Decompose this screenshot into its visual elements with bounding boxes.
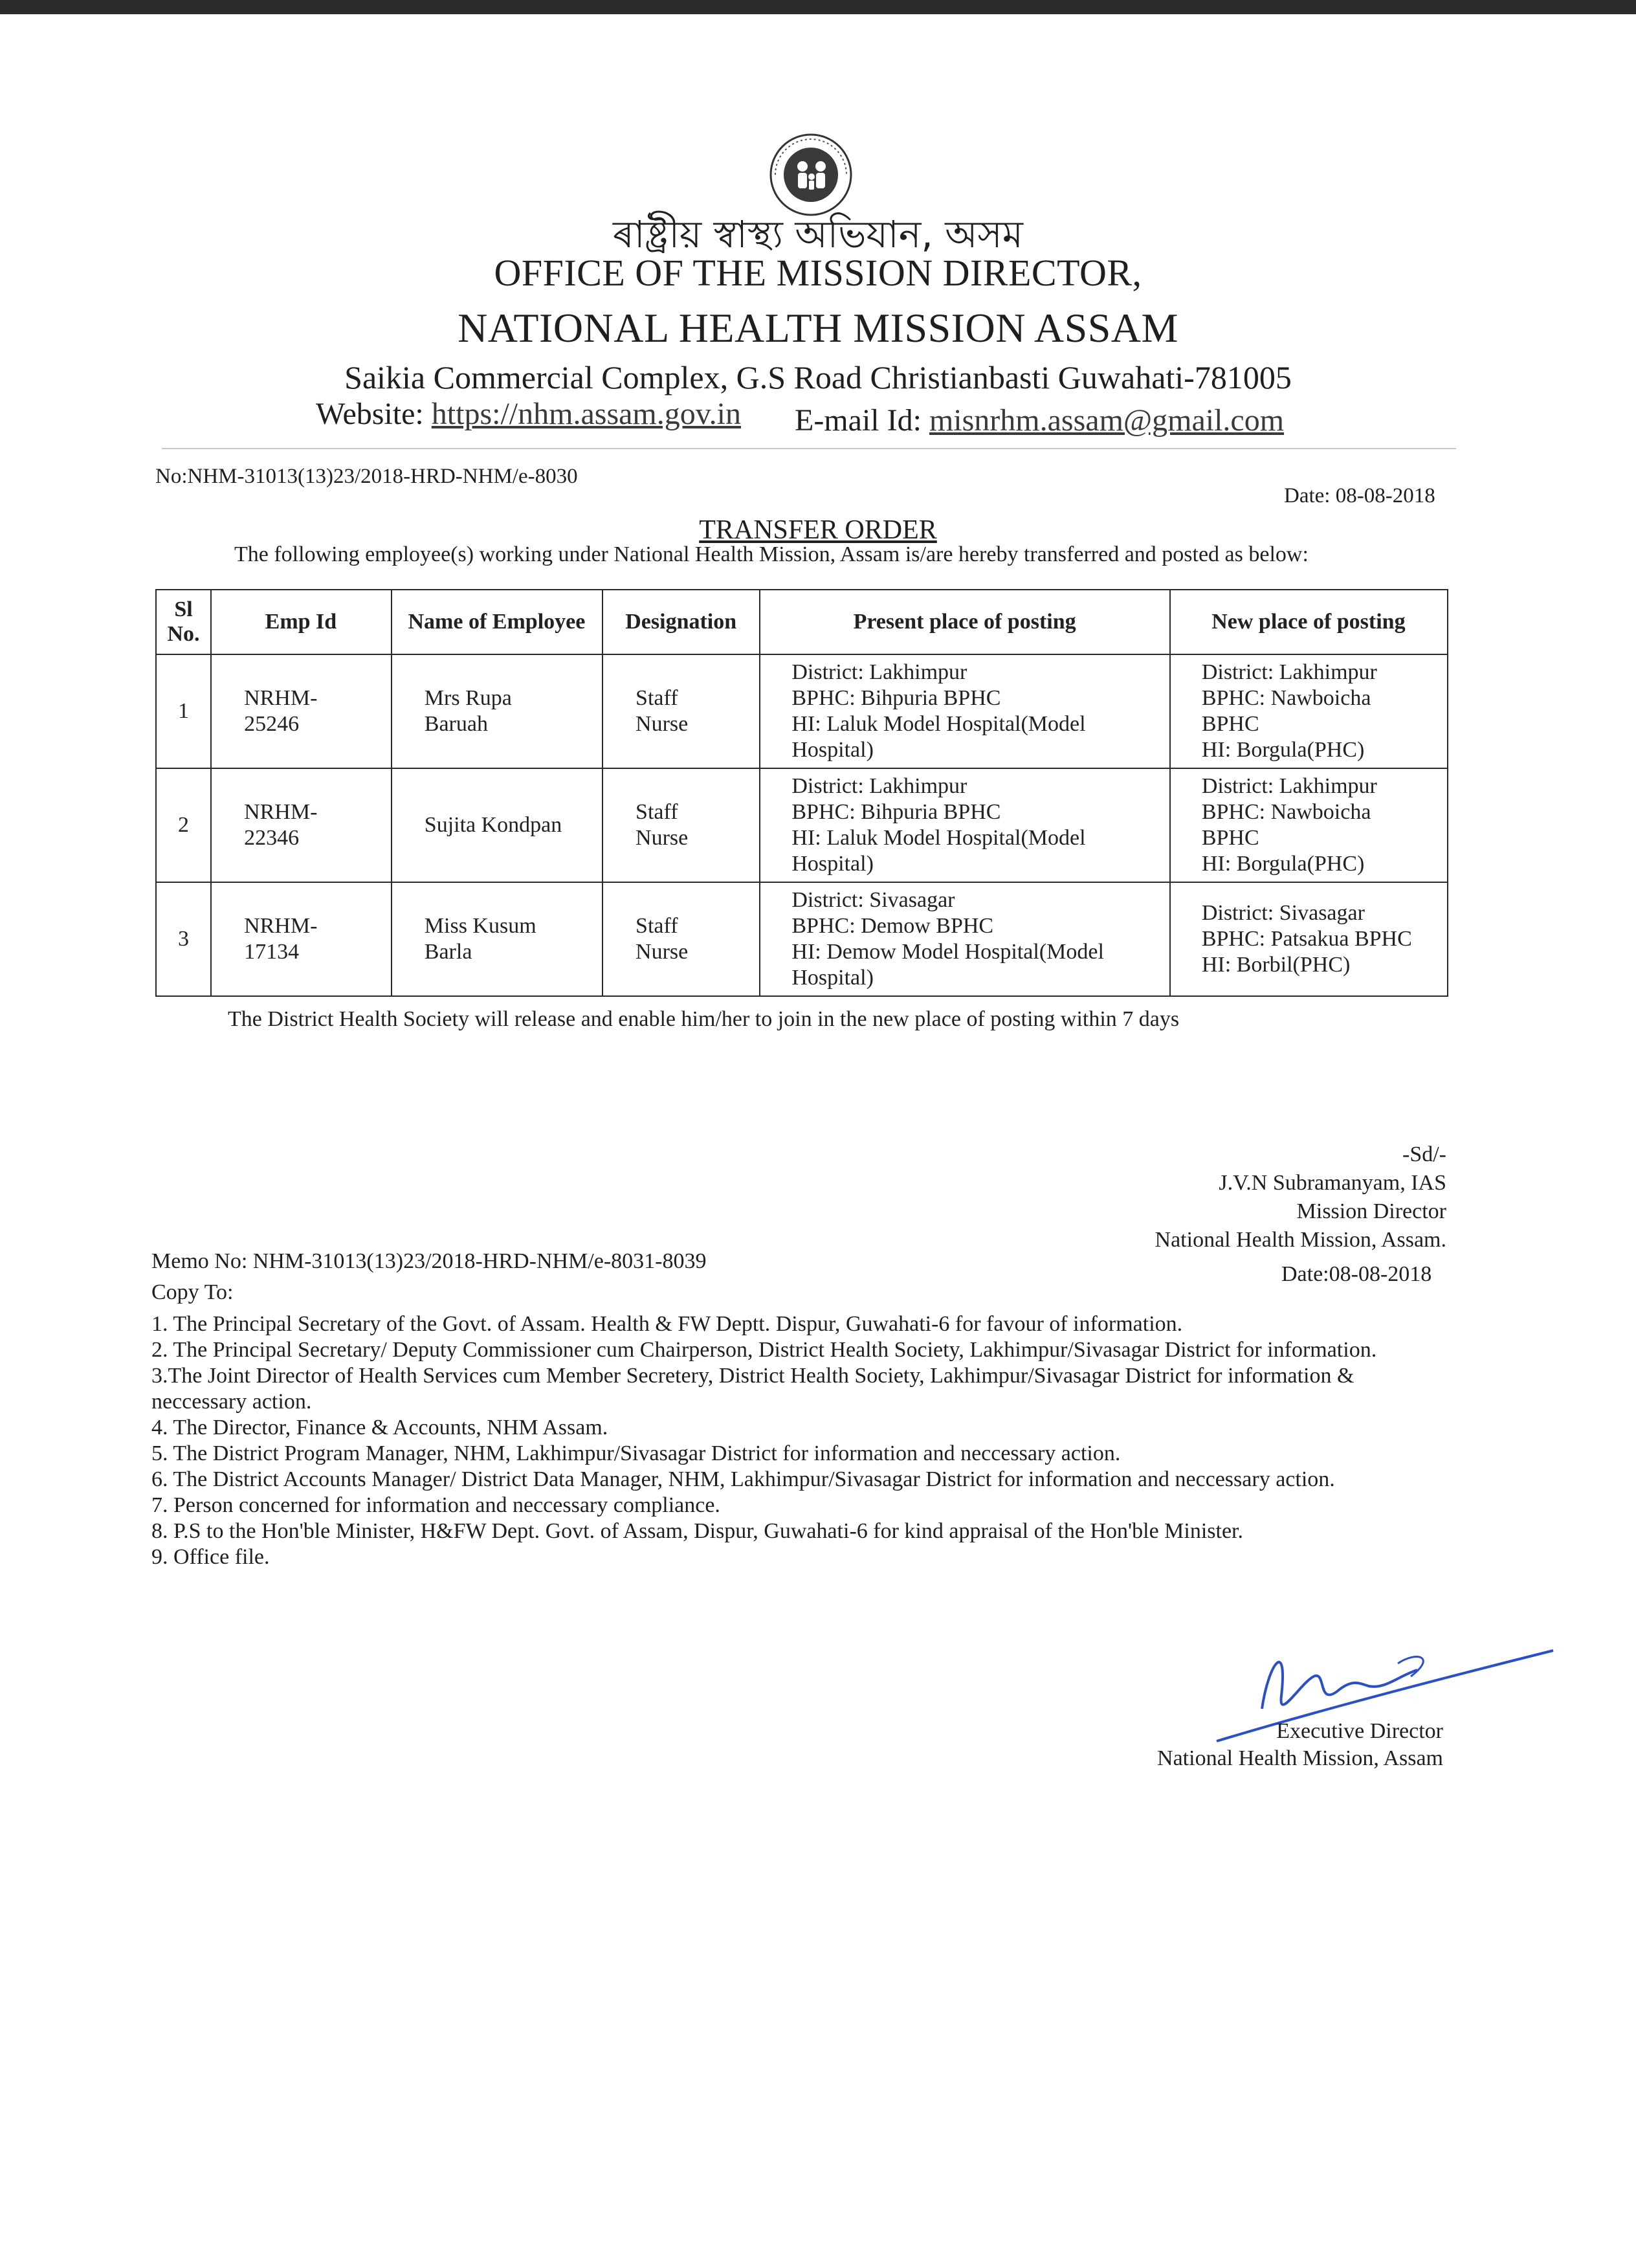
cell-sl: 3 [156, 882, 211, 996]
cell-emp-id-line: NRHM- [244, 914, 318, 938]
office-address: Saikia Commercial Complex, G.S Road Christianbasti Guwahati-781005 [344, 359, 1292, 395]
cell-present-posting-line: HI: Demow Model Hospital(Model [791, 940, 1104, 964]
cell-present-posting-line: Hospital) [791, 966, 874, 990]
cell-designation-line: Staff [636, 914, 678, 938]
cell-new-posting-line: BPHC: Nawboicha [1201, 800, 1371, 824]
cell-sl: 1 [156, 654, 211, 768]
cell-designation-line: Nurse [636, 826, 689, 850]
office-title: OFFICE OF THE MISSION DIRECTOR, [494, 252, 1142, 294]
cell-designation-line: Staff [636, 800, 678, 824]
cell-emp-id-line: 22346 [244, 826, 300, 850]
col-header-new-posting: New place of posting [1170, 590, 1448, 654]
cell-present-posting-line: BPHC: Bihpuria BPHC [791, 800, 1001, 824]
cell-employee-name-line: Miss Kusum [424, 914, 536, 938]
cell-emp-id [211, 768, 392, 882]
cell-present-posting [760, 768, 1169, 882]
cell-new-posting-line: District: Sivasagar [1201, 901, 1365, 925]
executive-title: Executive Director [1276, 1719, 1443, 1743]
cell-emp-id-line: NRHM- [244, 800, 318, 824]
order-intro: The following employee(s) working under National Health Mission, Assam is/are hereby transferred and posted as below: [234, 542, 1309, 566]
signatory-name: J.V.N Subramanyam, IAS [1219, 1171, 1446, 1195]
cell-new-posting [1170, 882, 1448, 996]
cell-present-posting-line: BPHC: Bihpuria BPHC [791, 686, 1001, 710]
cell-new-posting-line: BPHC [1201, 712, 1259, 736]
email-line [795, 403, 1284, 438]
assamese-title: ৰাষ্ট্ৰীয় স্বাস্থ্য অভিযান, অসম [613, 212, 1023, 256]
signatory-title: Mission Director [1296, 1199, 1446, 1223]
cell-employee-name [392, 882, 602, 996]
list-item: 8. P.S to the Hon'ble Minister, H&FW Dept. Govt. of Assam, Dispur, Guwahati-6 for kind appraisal of the Hon'ble Minister. [151, 1519, 1244, 1543]
cell-new-posting [1170, 768, 1448, 882]
scan-top-edge [0, 0, 1636, 14]
col-header-designation: Designation [602, 590, 760, 654]
cell-designation [602, 882, 760, 996]
website-label: Website: [316, 397, 424, 431]
list-item: 2. The Principal Secretary/ Deputy Commissioner cum Chairperson, District Health Society, Lakhimpur/Sivasagar District for information. [151, 1338, 1377, 1362]
cell-emp-id-line: NRHM- [244, 686, 318, 710]
table-body [156, 654, 1448, 996]
email-label: E-mail Id: [795, 403, 922, 438]
executive-director-block [1035, 1718, 1443, 1772]
website-link[interactable]: https://nhm.assam.gov.in [431, 397, 741, 431]
list-item: 3.The Joint Director of Health Services cum Member Secretery, District Health Society, Lakhimpur/Sivasagar District for information & neccessary action. [151, 1364, 1354, 1414]
cell-new-posting-line: BPHC [1201, 826, 1259, 850]
cell-new-posting-line: HI: Borgula(PHC) [1201, 738, 1365, 762]
cell-present-posting-line: Hospital) [791, 738, 874, 762]
mission-director-signature-block [1100, 1140, 1446, 1254]
list-item: 1. The Principal Secretary of the Govt. of Assam. Health & FW Deptt. Dispur, Guwahati-6 for favour of information. [151, 1312, 1183, 1336]
cell-employee-name-line: Baruah [424, 712, 488, 736]
col-header-sl: Sl No. [156, 590, 211, 654]
cell-emp-id [211, 882, 392, 996]
order-title: TRANSFER ORDER [699, 515, 937, 545]
cell-present-posting-line: BPHC: Demow BPHC [791, 914, 994, 938]
cell-present-posting-line: District: Lakhimpur [791, 660, 967, 684]
executive-org: National Health Mission, Assam [1157, 1746, 1443, 1770]
transfer-table [155, 589, 1448, 997]
cell-new-posting-line: District: Lakhimpur [1201, 774, 1377, 798]
cell-emp-id-line: 17134 [244, 940, 300, 964]
list-item: 5. The District Program Manager, NHM, Lakhimpur/Sivasagar District for information and neccessary action. [151, 1441, 1121, 1465]
cell-designation-line: Staff [636, 686, 678, 710]
memo-date: Date:08-08-2018 [1281, 1262, 1432, 1286]
cell-emp-id-line: 25246 [244, 712, 300, 736]
cell-employee-name-line: Barla [424, 940, 472, 964]
cell-designation [602, 768, 760, 882]
list-item: 4. The Director, Finance & Accounts, NHM Assam. [151, 1416, 608, 1440]
cell-new-posting-line: BPHC: Patsakua BPHC [1201, 927, 1412, 951]
cell-present-posting [760, 882, 1169, 996]
col-header-present-posting: Present place of posting [760, 590, 1169, 654]
table-header-row [156, 590, 1448, 654]
cell-present-posting-line: HI: Laluk Model Hospital(Model [791, 712, 1086, 736]
copy-to-label: Copy To: [151, 1280, 234, 1304]
cell-new-posting [1170, 654, 1448, 768]
col-header-emp-id: Emp Id [211, 590, 392, 654]
cell-new-posting-line: BPHC: Nawboicha [1201, 686, 1371, 710]
copy-to-list [151, 1311, 1407, 1570]
list-item: 6. The District Accounts Manager/ District Data Manager, NHM, Lakhimpur/Sivasagar District for information and neccessary action. [151, 1467, 1335, 1491]
order-date: Date: 08-08-2018 [1284, 484, 1435, 507]
header-divider [162, 448, 1456, 449]
table-row [156, 654, 1448, 768]
cell-present-posting [760, 654, 1169, 768]
cell-employee-name [392, 654, 602, 768]
cell-employee-name-line: Sujita Kondpan [424, 813, 562, 837]
cell-new-posting-line: HI: Borgula(PHC) [1201, 852, 1365, 876]
cell-present-posting-line: District: Lakhimpur [791, 774, 967, 798]
org-title: NATIONAL HEALTH MISSION ASSAM [458, 305, 1178, 351]
cell-present-posting-line: HI: Laluk Model Hospital(Model [791, 826, 1086, 850]
cell-present-posting-line: District: Sivasagar [791, 888, 955, 912]
website-line [316, 396, 741, 432]
order-ref-no: No:NHM-31013(13)23/2018-HRD-NHM/e-8030 [155, 465, 578, 488]
sd-mark: -Sd/- [1402, 1142, 1446, 1166]
cell-sl: 2 [156, 768, 211, 882]
memo-no: Memo No: NHM-31013(13)23/2018-HRD-NHM/e-8031-8039 [151, 1249, 707, 1273]
col-header-name: Name of Employee [392, 590, 602, 654]
cell-designation-line: Nurse [636, 940, 689, 964]
cell-new-posting-line: District: Lakhimpur [1201, 660, 1377, 684]
cell-designation-line: Nurse [636, 712, 689, 736]
release-note: The District Health Society will release and enable him/her to join in the new place of posting within 7 days [228, 1007, 1180, 1031]
cell-designation [602, 654, 760, 768]
table-row [156, 768, 1448, 882]
signatory-org: National Health Mission, Assam. [1155, 1228, 1446, 1252]
cell-new-posting-line: HI: Borbil(PHC) [1201, 953, 1351, 977]
cell-employee-name-line: Mrs Rupa [424, 686, 512, 710]
cell-emp-id [211, 654, 392, 768]
cell-employee-name [392, 768, 602, 882]
list-item: 7. Person concerned for information and neccessary compliance. [151, 1493, 720, 1517]
email-link[interactable]: misnrhm.assam@gmail.com [929, 403, 1285, 438]
cell-present-posting-line: Hospital) [791, 852, 874, 876]
list-item: 9. Office file. [151, 1545, 270, 1569]
table-row [156, 882, 1448, 996]
